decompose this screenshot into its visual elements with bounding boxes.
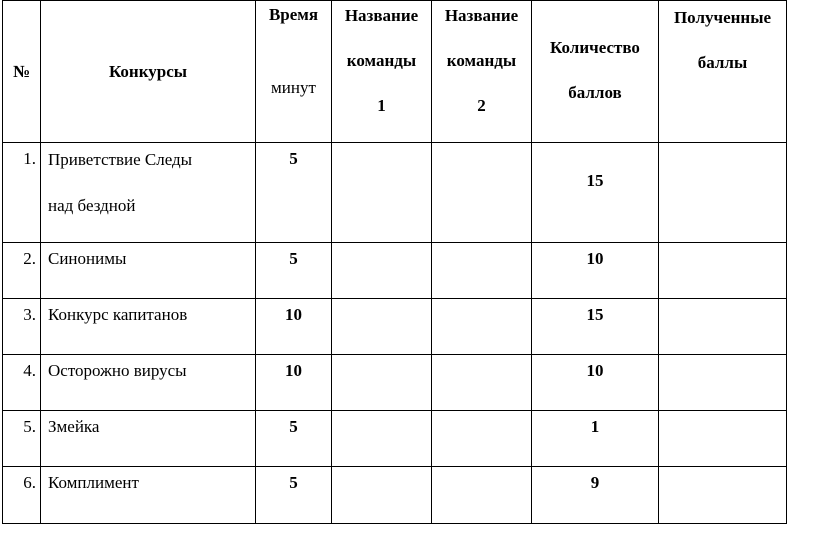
table-row: [3, 243, 787, 299]
row-name: Комплимент: [41, 467, 256, 524]
row-team2: [432, 467, 532, 524]
row-num: 2.: [3, 243, 41, 299]
row-time: 5: [256, 467, 332, 524]
row-name: Конкурс капитанов: [41, 299, 256, 355]
row-name: Приветствие Следы над бездной: [41, 143, 256, 243]
row-num: 5.: [3, 411, 41, 467]
row-team2: [432, 355, 532, 411]
table-row: [3, 467, 787, 524]
row-time: 5: [256, 411, 332, 467]
row-team1: [332, 355, 432, 411]
row-received: [659, 411, 787, 467]
row-team1: [332, 143, 432, 243]
row-name: Змейка: [41, 411, 256, 467]
row-received: [659, 467, 787, 524]
row-team1: [332, 299, 432, 355]
row-team2: [432, 243, 532, 299]
table-row: [3, 411, 787, 467]
row-name: Осторожно вирусы: [41, 355, 256, 411]
row-points: 10: [532, 355, 659, 411]
row-team2: [432, 411, 532, 467]
row-points: 10: [532, 243, 659, 299]
header-team1: Название команды 1: [332, 1, 432, 143]
row-name: Синонимы: [41, 243, 256, 299]
contest-table: [2, 0, 787, 524]
row-time: 5: [256, 143, 332, 243]
row-team2: [432, 143, 532, 243]
row-received: [659, 355, 787, 411]
row-received: [659, 143, 787, 243]
row-team2: [432, 299, 532, 355]
row-time: 10: [256, 299, 332, 355]
row-received: [659, 299, 787, 355]
header-num: №: [3, 1, 41, 143]
header-received: Полученные баллы: [659, 1, 787, 143]
row-team1: [332, 467, 432, 524]
row-points: 15: [532, 143, 659, 243]
row-num: 4.: [3, 355, 41, 411]
row-points: 1: [532, 411, 659, 467]
header-row: [3, 1, 787, 143]
table-row: [3, 355, 787, 411]
row-num: 1.: [3, 143, 41, 243]
row-points: 15: [532, 299, 659, 355]
row-team1: [332, 243, 432, 299]
table-row: [3, 143, 787, 243]
row-received: [659, 243, 787, 299]
header-points: Количество баллов: [532, 1, 659, 143]
header-contests: Конкурсы: [41, 1, 256, 143]
row-time: 5: [256, 243, 332, 299]
header-team2: Название команды 2: [432, 1, 532, 143]
row-team1: [332, 411, 432, 467]
row-time: 10: [256, 355, 332, 411]
row-points: 9: [532, 467, 659, 524]
table-row: [3, 299, 787, 355]
header-time: Время минут: [256, 1, 332, 143]
row-num: 3.: [3, 299, 41, 355]
row-num: 6.: [3, 467, 41, 524]
